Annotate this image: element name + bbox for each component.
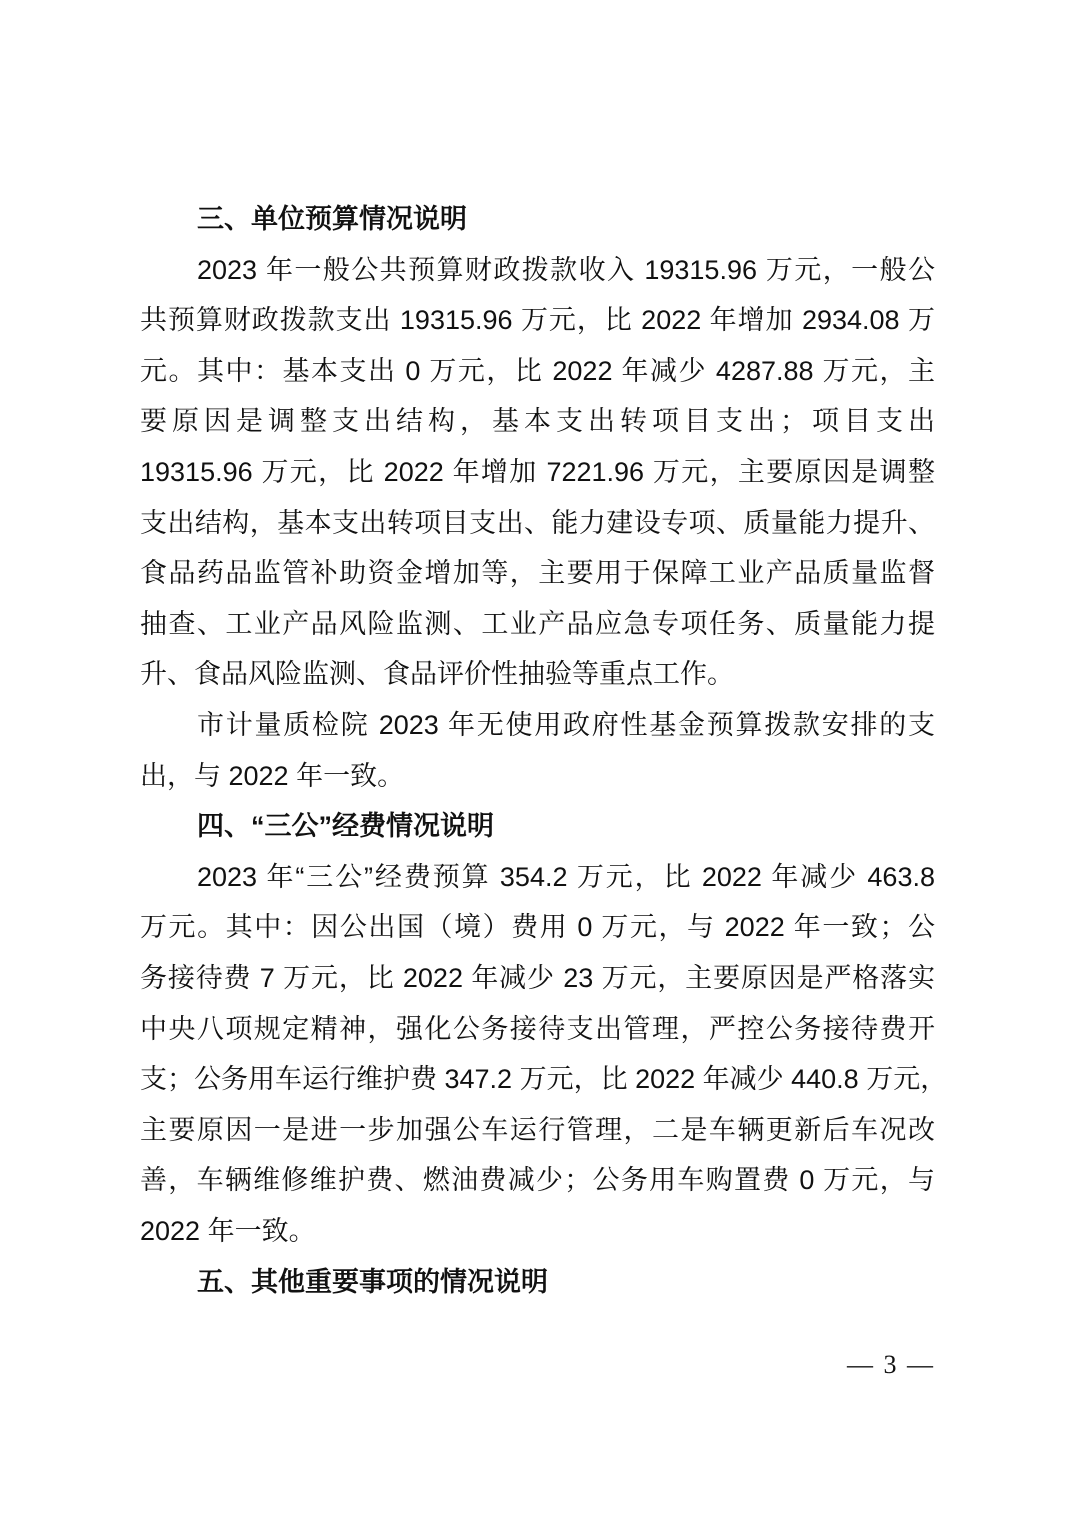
paragraph-line: 出，与 2022 年一致。 — [140, 760, 405, 791]
paragraph-line: 升、食品风险监测、食品评价性抽验等重点工作。 — [140, 659, 734, 690]
paragraph-line: 2022 年一致。 — [140, 1216, 316, 1246]
section-heading: 五、其他重要事项的情况说明 — [197, 1266, 548, 1297]
paragraph-line: 支出结构，基本支出转项目支出、能力建设专项、质量能力提升、 — [140, 507, 935, 538]
paragraph-line: 主要原因一是进一步加强公车运行管理，二是车辆更新后车况改 — [140, 1114, 935, 1145]
paragraph-line: 元。其中：基本支出 0 万元，比 2022 年减少 4287.88 万元，主 — [140, 355, 935, 386]
paragraph-line: 万元。其中：因公出国（境）费用 0 万元，与 2022 年一致；公 — [140, 912, 935, 943]
paragraph-line: 2023 年“三公”经费预算 354.2 万元，比 2022 年减少 463.8 — [197, 861, 935, 892]
paragraph-line: 要原因是调整支出结构，基本支出转项目支出；项目支出 — [140, 406, 935, 437]
paragraph-line: 善，车辆维修维护费、燃油费减少；公务用车购置费 0 万元，与 — [140, 1165, 935, 1196]
paragraph-line: 市计量质检院 2023 年无使用政府性基金预算拨款安排的支 — [197, 710, 935, 740]
section-heading: 四、“三公”经费情况说明 — [197, 811, 494, 842]
paragraph-line: 食品药品监管补助资金增加等，主要用于保障工业产品质量监督 — [140, 558, 935, 589]
paragraph-line: 2023 年一般公共预算财政拨款收入 19315.96 万元，一般公 — [197, 254, 935, 285]
page-number: — 3 — — [847, 1350, 935, 1379]
paragraph-line: 19315.96 万元，比 2022 年增加 7221.96 万元，主要原因是调整 — [140, 457, 935, 487]
section-heading: 三、单位预算情况说明 — [197, 204, 467, 234]
paragraph-line: 支；公务用车运行维护费 347.2 万元，比 2022 年减少 440.8 万元， — [140, 1064, 948, 1095]
paragraph-line: 共预算财政拨款支出 19315.96 万元，比 2022 年增加 2934.08 万 — [140, 305, 935, 336]
paragraph-line: 中央八项规定精神，强化公务接待支出管理，严控公务接待费开 — [140, 1013, 935, 1044]
paragraph-line: 务接待费 7 万元，比 2022 年减少 23 万元，主要原因是严格落实 — [140, 963, 935, 993]
paragraph-line: 抽查、工业产品风险监测、工业产品应急专项任务、质量能力提 — [140, 608, 935, 639]
